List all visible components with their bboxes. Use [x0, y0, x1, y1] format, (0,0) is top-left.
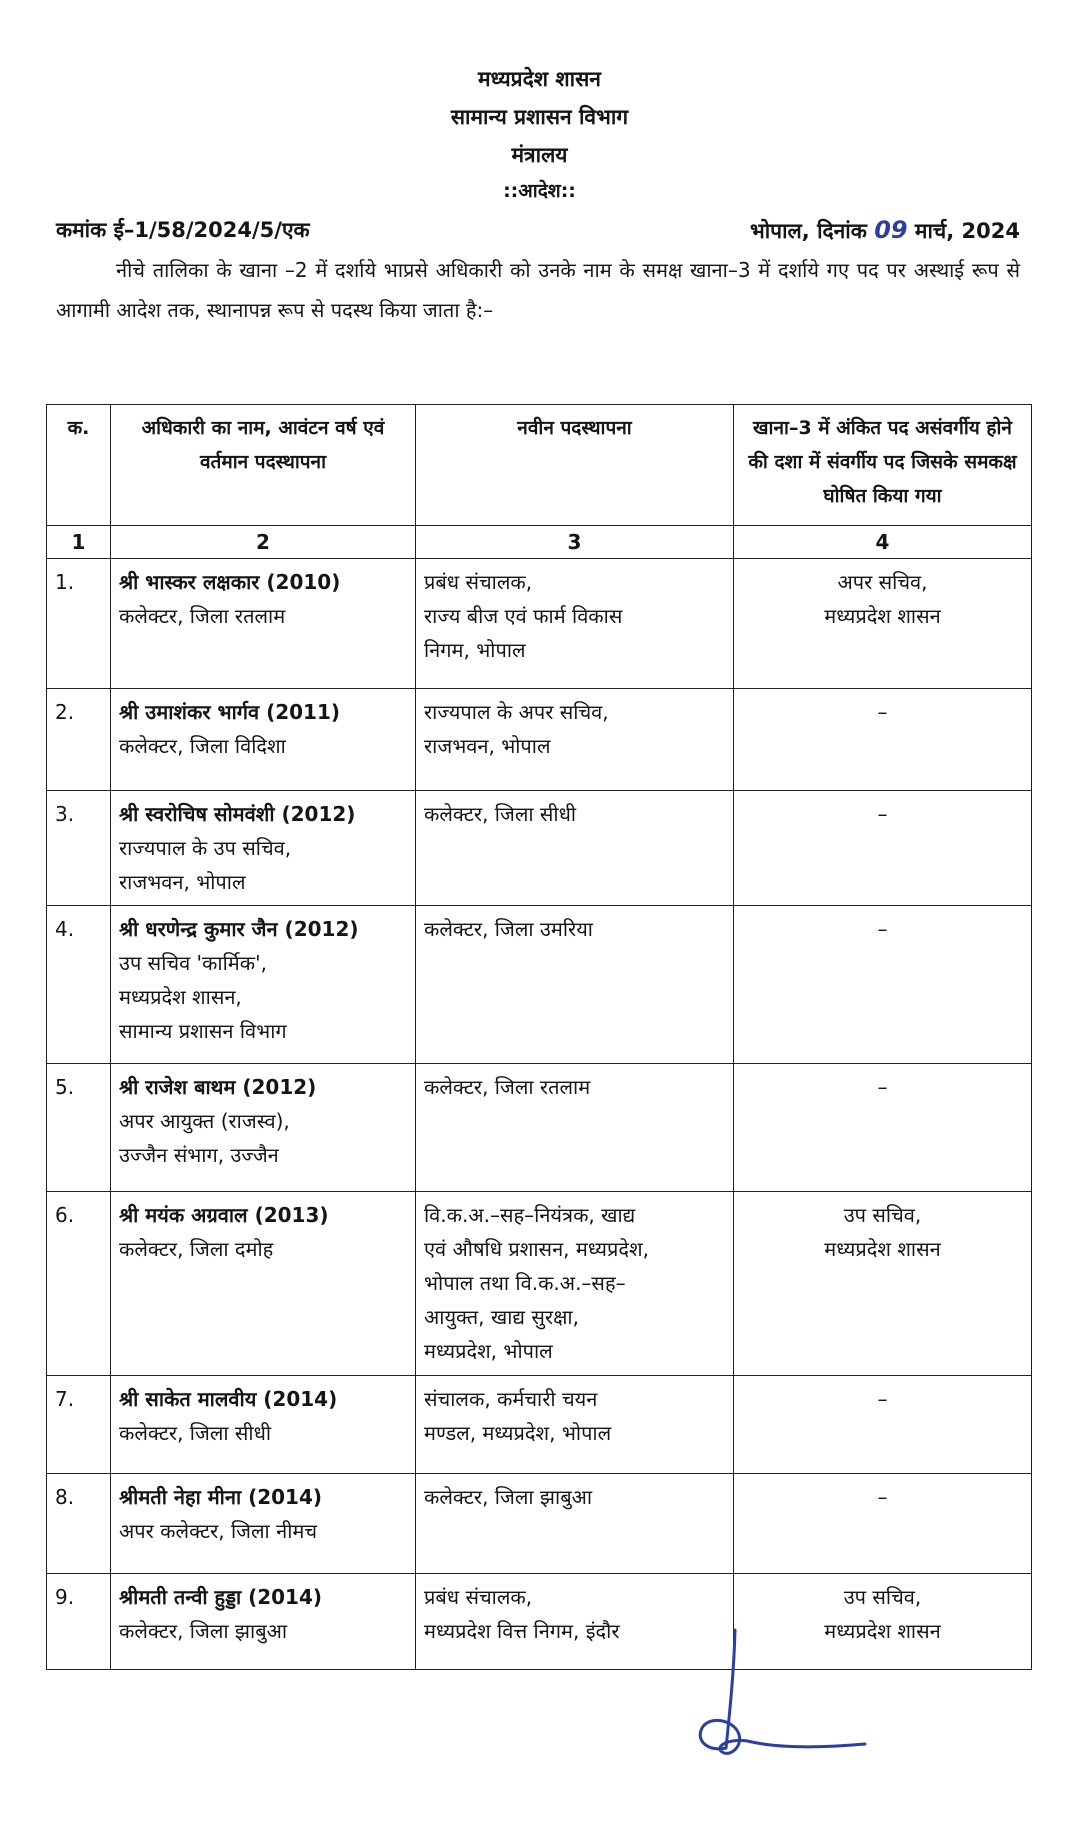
- order-date: [750, 212, 1020, 249]
- current-posting: कलेक्टर, जिला झाबुआ: [119, 1619, 288, 1643]
- new-posting-line: राजभवन, भोपाल: [424, 734, 551, 758]
- new-posting-cell: [416, 689, 734, 791]
- posting-table: [46, 404, 1032, 1670]
- current-posting: कलेक्टर, जिला दमोह: [119, 1237, 274, 1261]
- current-posting: अपर आयुक्त (राजस्व),: [119, 1109, 290, 1133]
- order-number: कमांक ई–1/58/2024/5/एक: [56, 218, 310, 242]
- new-posting-line: मध्यप्रदेश वित्त निगम, इंदौर: [424, 1619, 620, 1643]
- new-posting-line: प्रबंध संचालक,: [424, 570, 533, 594]
- current-posting: उज्जैन संभाग, उज्जैन: [119, 1143, 279, 1167]
- row-serial: 7.: [47, 1376, 111, 1474]
- row-serial: 5.: [47, 1064, 111, 1192]
- order-date-place: भोपाल, दिनांक: [749, 219, 867, 243]
- equivalent-line: मध्यप्रदेश शासन: [824, 1237, 941, 1261]
- table-row: [47, 1192, 1032, 1376]
- signature-icon: [690, 1620, 910, 1770]
- equivalent-line: –: [877, 917, 888, 941]
- officer-name: श्रीमती नेहा मीना (2014): [119, 1485, 323, 1509]
- new-posting-cell: [416, 559, 734, 689]
- officer-name: श्री राजेश बाथम (2012): [119, 1075, 317, 1099]
- current-posting: कलेक्टर, जिला विदिशा: [119, 734, 286, 758]
- column-number: 4: [734, 526, 1032, 559]
- new-posting-cell: [416, 906, 734, 1064]
- equivalent-cell: [734, 689, 1032, 791]
- equivalent-cell: [734, 1474, 1032, 1574]
- row-serial: 1.: [47, 559, 111, 689]
- equivalent-line: –: [877, 1485, 888, 1509]
- table-row: [47, 906, 1032, 1064]
- new-posting-line: वि.क.अ.–सह–नियंत्रक, खाद्य: [424, 1203, 636, 1227]
- column-number: 3: [416, 526, 734, 559]
- new-posting-line: कलेक्टर, जिला सीधी: [424, 802, 577, 826]
- equivalent-line: –: [877, 1387, 888, 1411]
- order-title: ::आदेश::: [503, 180, 576, 202]
- header-officer: अधिकारी का नाम, आवंटन वर्ष एवं वर्तमान पदस्थापना: [111, 405, 416, 526]
- govt-name: मध्यप्रदेश शासन: [478, 67, 601, 91]
- new-posting-cell: [416, 1474, 734, 1574]
- new-posting-line: भोपाल तथा वि.क.अ.–सह–: [424, 1271, 626, 1295]
- new-posting-line: कलेक्टर, जिला रतलाम: [424, 1075, 591, 1099]
- intro-paragraph: नीचे तालिका के खाना –2 में दर्शाये भाप्रसे अधिकारी को उनके नाम के समक्ष खाना–3 में दर्शाये गए पद पर अस्थाई रूप से आगामी आदेश तक, स्थानापन्न रूप से पदस्थ किया जाता है:–: [56, 258, 1020, 322]
- current-posting: मध्यप्रदेश शासन,: [119, 985, 242, 1009]
- current-posting: कलेक्टर, जिला रतलाम: [119, 604, 286, 628]
- row-serial: 6.: [47, 1192, 111, 1376]
- current-posting: राजभवन, भोपाल: [119, 870, 246, 894]
- officer-name: श्री धरणेन्द्र कुमार जैन (2012): [119, 917, 359, 941]
- row-serial: 3.: [47, 791, 111, 906]
- header-equivalent-post: खाना–3 में अंकित पद असंवर्गीय होने की दशा में संवर्गीय पद जिसके समकक्ष घोषित किया गया: [734, 405, 1032, 526]
- officer-cell: [111, 1192, 416, 1376]
- table-row: [47, 791, 1032, 906]
- new-posting-line: मध्यप्रदेश, भोपाल: [424, 1339, 553, 1363]
- new-posting-line: मण्डल, मध्यप्रदेश, भोपाल: [424, 1421, 612, 1445]
- department-name: सामान्य प्रशासन विभाग: [450, 105, 629, 129]
- equivalent-cell: [734, 1192, 1032, 1376]
- new-posting-line: आयुक्त, खाद्य सुरक्षा,: [424, 1305, 579, 1329]
- reference-row: [56, 212, 1020, 248]
- officer-cell: [111, 1064, 416, 1192]
- table-row: [47, 1474, 1032, 1574]
- table-row: [47, 559, 1032, 689]
- equivalent-line: उप सचिव,: [843, 1203, 922, 1227]
- new-posting-line: एवं औषधि प्रशासन, मध्यप्रदेश,: [424, 1237, 649, 1261]
- header-new-posting: नवीन पदस्थापना: [416, 405, 734, 526]
- new-posting-line: संचालक, कर्मचारी चयन: [424, 1387, 598, 1411]
- current-posting: राज्यपाल के उप सचिव,: [119, 836, 292, 860]
- table-row: [47, 1064, 1032, 1192]
- current-posting: सामान्य प्रशासन विभाग: [119, 1019, 287, 1043]
- new-posting-cell: [416, 1064, 734, 1192]
- equivalent-line: –: [877, 802, 888, 826]
- row-serial: 9.: [47, 1574, 111, 1670]
- equivalent-line: –: [877, 700, 888, 724]
- order-date-month-year: मार्च, 2024: [914, 219, 1020, 243]
- row-serial: 2.: [47, 689, 111, 791]
- new-posting-line: राज्य बीज एवं फार्म विकास: [424, 604, 623, 628]
- new-posting-line: राज्यपाल के अपर सचिव,: [424, 700, 609, 724]
- officer-name: श्रीमती तन्वी हुड्डा (2014): [119, 1585, 323, 1609]
- table-header-row: [47, 405, 1032, 526]
- column-number: 1: [47, 526, 111, 559]
- current-posting: अपर कलेक्टर, जिला नीमच: [119, 1519, 318, 1543]
- row-serial: 4.: [47, 906, 111, 1064]
- new-posting-line: कलेक्टर, जिला झाबुआ: [424, 1485, 593, 1509]
- equivalent-cell: [734, 1064, 1032, 1192]
- column-number: 2: [111, 526, 416, 559]
- table-row: [47, 689, 1032, 791]
- equivalent-cell: [734, 1376, 1032, 1474]
- officer-name: श्री उमाशंकर भार्गव (2011): [119, 700, 341, 724]
- new-posting-cell: [416, 1376, 734, 1474]
- officer-cell: [111, 906, 416, 1064]
- equivalent-cell: [734, 559, 1032, 689]
- current-posting: कलेक्टर, जिला सीधी: [119, 1421, 272, 1445]
- equivalent-cell: [734, 906, 1032, 1064]
- equivalent-line: उप सचिव,: [843, 1585, 922, 1609]
- officer-cell: [111, 1574, 416, 1670]
- equivalent-line: मध्यप्रदेश शासन: [824, 604, 941, 628]
- ministry-name: मंत्रालय: [511, 143, 568, 167]
- officer-cell: [111, 559, 416, 689]
- header-serial: क.: [47, 405, 111, 526]
- officer-name: श्री साकेत मालवीय (2014): [119, 1387, 338, 1411]
- order-date-day: 09: [874, 216, 908, 244]
- officer-cell: [111, 1474, 416, 1574]
- officer-name: श्री स्वरोचिष सोमवंशी (2012): [119, 802, 356, 826]
- new-posting-line: निगम, भोपाल: [424, 638, 526, 662]
- equivalent-line: –: [877, 1075, 888, 1099]
- new-posting-cell: [416, 791, 734, 906]
- equivalent-line: मध्यप्रदेश शासन: [824, 1619, 941, 1643]
- officer-cell: [111, 791, 416, 906]
- new-posting-cell: [416, 1192, 734, 1376]
- new-posting-line: कलेक्टर, जिला उमरिया: [424, 917, 593, 941]
- column-number-row: [47, 526, 1032, 559]
- officer-cell: [111, 689, 416, 791]
- officer-name: श्री मयंक अग्रवाल (2013): [119, 1203, 329, 1227]
- equivalent-line: अपर सचिव,: [837, 570, 928, 594]
- row-serial: 8.: [47, 1474, 111, 1574]
- current-posting: उप सचिव 'कार्मिक',: [119, 951, 267, 975]
- table-row: [47, 1376, 1032, 1474]
- officer-name: श्री भास्कर लक्षकार (2010): [119, 570, 341, 594]
- new-posting-line: प्रबंध संचालक,: [424, 1585, 533, 1609]
- new-posting-cell: [416, 1574, 734, 1670]
- equivalent-cell: [734, 791, 1032, 906]
- officer-cell: [111, 1376, 416, 1474]
